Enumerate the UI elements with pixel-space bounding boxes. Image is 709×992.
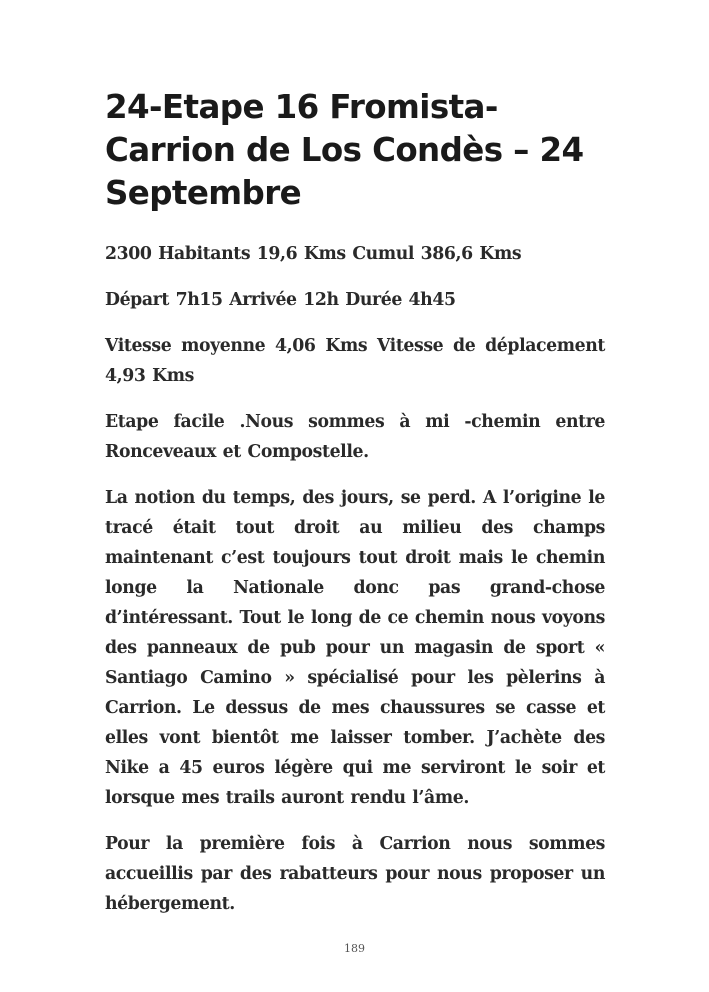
- paragraph-closing: Pour la première fois à Carrion nous sommes accueillis par des rabatteurs pour nous proposer un hébergement.: [105, 834, 605, 914]
- stats-times: Départ 7h15 Arrivée 12h Durée 4h45: [105, 290, 456, 310]
- page-title: 24-Etape 16 Fromista-Carrion de Los Condès – 24 Septembre: [105, 88, 584, 212]
- stats-speeds: Vitesse moyenne 4,06 Kms Vitesse de déplacement 4,93 Kms: [105, 336, 605, 386]
- paragraph-intro: Etape facile .Nous sommes à mi -chemin entre Ronceveaux et Compostelle.: [105, 412, 605, 462]
- stats-population-distance: 2300 Habitants 19,6 Kms Cumul 386,6 Kms: [105, 244, 522, 264]
- page-content: [105, 86, 605, 935]
- paragraph-main: La notion du temps, des jours, se perd. A l’origine le tracé était tout droit au milieu des champs maintenant c’est toujours tout droit mais le chemin longe la Nationale donc pas grand-chose d’intéressant. Tout le long de ce chemin nous voyons des panneaux de pub pour un magasin de sport « Santiago Camino » spécialisé pour les pèlerins à Carrion. Le dessus de mes chaussures se casse et elles vont bientôt me laisser tomber. J’achète des Nike a 45 euros légère qui me serviront le soir et lorsque mes trails auront rendu l’âme.: [105, 488, 606, 808]
- page-number: 189: [344, 942, 365, 955]
